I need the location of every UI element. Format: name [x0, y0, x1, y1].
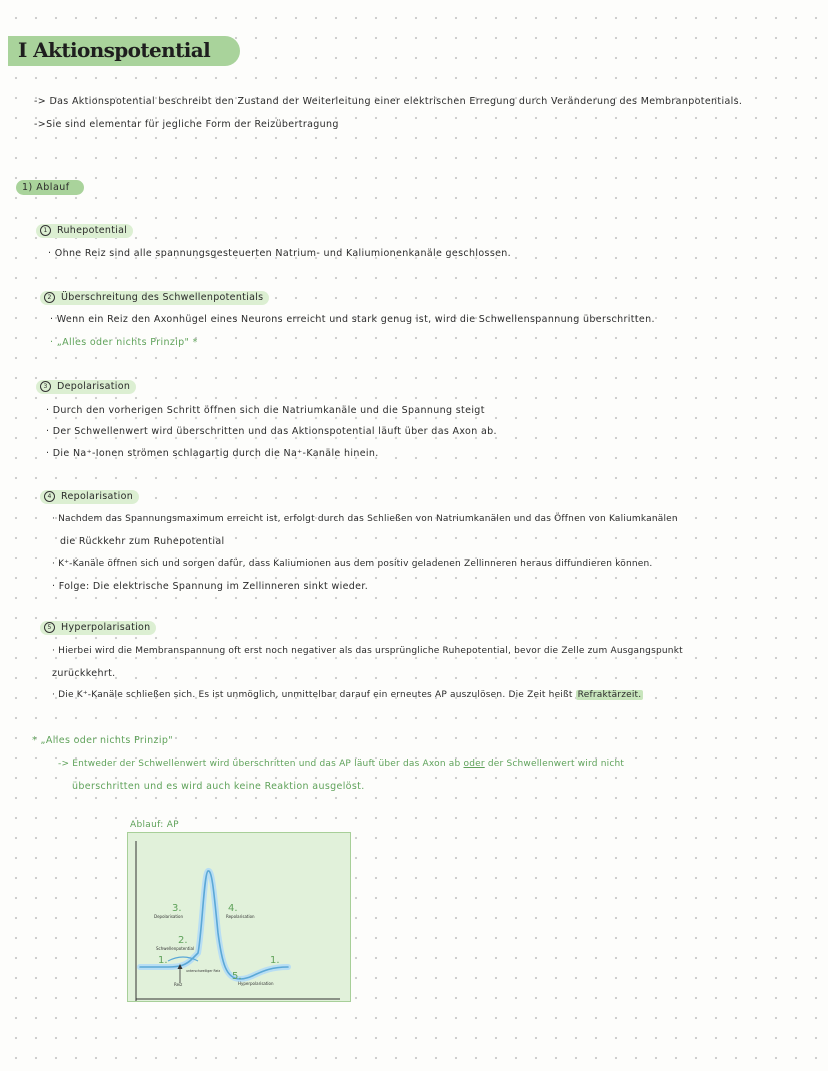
label-depolarisation: Depolarisation	[154, 914, 184, 919]
step-5-line-3: · Die K⁺-Kanäle schließen sich. Es ist unmöglich, unmittelbar darauf ein erneutes AP auszulösen. Die Zeit heißt Refraktärzeit.	[52, 690, 642, 700]
num-5: 5.	[232, 971, 242, 982]
label-hyperpolarisation: Hyperpolarisation	[238, 981, 274, 986]
step-4-line-1: · Nachdem das Spannungsmaximum erreicht ist, erfolgt durch das Schließen von Natriumkanälen und das Öffnen von Kaliumkanälen	[52, 514, 678, 524]
step-3-number: 3	[40, 381, 51, 392]
refraktaerzeit-highlight: Refraktärzeit.	[577, 690, 642, 700]
label-repolarisation: Repolarisation	[226, 914, 255, 919]
step-5-heading: 5 Hyperpolarisation	[40, 621, 156, 635]
step-4-line-4: · Folge: Die elektrische Spannung im Zellinneren sinkt wieder.	[52, 581, 369, 592]
label-reiz: Reiz	[174, 982, 183, 987]
oder-underlined: oder	[463, 759, 485, 769]
step-4-line-2: die Rückkehr zum Ruhepotential	[60, 536, 225, 547]
step-2-number: 2	[44, 292, 55, 303]
ap-chart-box	[127, 832, 351, 1002]
step-5-line-2: zurückkehrt.	[52, 668, 116, 679]
section-heading: 1) Ablauf	[16, 180, 84, 195]
intro-line-2: ->Sie sind elementar für jegliche Form der Reizübertragung	[34, 119, 339, 130]
step-5-line-1: · Hierbei wird die Membranspannung oft erst noch negativer als das ursprüngliche Ruhepotential, bevor die Zelle zum Ausgangspunkt	[52, 646, 683, 656]
step-4-heading: 4 Repolarisation	[40, 490, 139, 504]
step-1-heading: 1 Ruhepotential	[36, 224, 133, 238]
step-4-line-3: · K⁺-Kanäle öffnen sich und sorgen dafür, dass Kaliumionen aus dem positiv geladenen Zellinneren heraus diffundieren können.	[52, 559, 653, 569]
num-1-left: 1.	[158, 955, 168, 966]
step-1-number: 1	[40, 225, 51, 236]
footnote-line-1: -> Entweder der Schwellenwert wird überschritten und das AP läuft über das Axon ab oder der Schwellenwert wird nicht	[58, 759, 625, 769]
step-3-heading: 3 Depolarisation	[36, 380, 136, 394]
num-3: 3.	[172, 903, 182, 914]
step-2-line-1: · Wenn ein Reiz den Axonhügel eines Neurons erreicht und stark genug ist, wird die Schwellenspannung überschritten.	[50, 314, 655, 325]
step-1-line-1: · Ohne Reiz sind alle spannungsgesteuerten Natrium- und Kaliumionenkanäle geschlossen.	[48, 248, 512, 259]
step-2-note: · „Alles oder nichts Prinzip" *	[50, 337, 198, 348]
step-3-line-2: · Der Schwellenwert wird überschritten und das Aktionspotential läuft über das Axon ab.	[46, 426, 497, 437]
ap-chart	[128, 833, 350, 1001]
chart-title: Ablauf: AP	[130, 820, 179, 830]
footnote-line-2: überschritten und es wird auch keine Reaktion ausgelöst.	[72, 781, 365, 792]
step-2-heading: 2 Überschreitung des Schwellenpotentials	[40, 291, 269, 305]
page-title: I Aktionspotential	[18, 38, 211, 62]
label-unterschwelliger-reiz: unterschwelliger Reiz	[186, 969, 221, 973]
step-5-number: 5	[44, 622, 55, 633]
num-2: 2.	[178, 935, 188, 946]
intro-line-1: -> Das Aktionspotential beschreibt den Zustand der Weiterleitung einer elektrischen Erregung durch Veränderung des Membranpotentials.	[34, 96, 743, 107]
num-4: 4.	[228, 903, 238, 914]
step-3-line-1: · Durch den vorherigen Schritt öffnen sich die Natriumkanäle und die Spannung steigt	[46, 405, 485, 416]
label-schwellenpotential: Schwellenpotential	[156, 946, 195, 951]
step-4-number: 4	[44, 491, 55, 502]
step-3-line-3: · Die Na⁺-Ionen strömen schlagartig durch die Na⁺-Kanäle hinein.	[46, 448, 379, 459]
footnote-title: * „Alles oder nichts Prinzip"	[32, 735, 173, 746]
num-1-right: 1.	[270, 955, 280, 966]
